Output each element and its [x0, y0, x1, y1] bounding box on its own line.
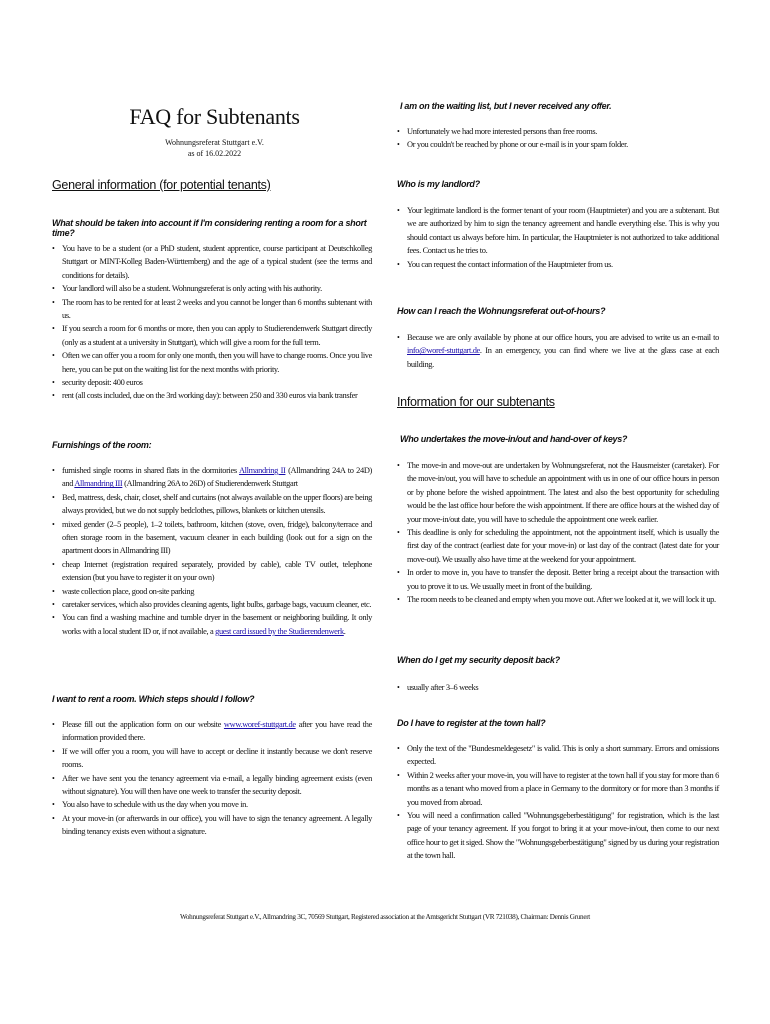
list-item: • waste collection place, good on-site parking	[52, 585, 372, 598]
list-item: • If you search a room for 6 months or more, then you can apply to Studierendenwerk Stuttgart directly (only as a student at a university in Stuttgart), which will give a room for the full term.	[52, 322, 372, 349]
list-item: • The move-in and move-out are undertaken by Wohnungsreferat, not the Hausmeister (caretaker). For the move-in/out, you will have to schedule an appointment with us in one of our office hours in person or by phone before the wished appointment. The latest and also the best opportunity for scheduling would be the last office hour before the wish appointment. If there are office hours at the wished day of your move-in/out date, you will have to schedule the appointment one week earlier.	[397, 459, 719, 526]
question-move-in: Who undertakes the move-in/out and hand-over of keys?	[400, 434, 628, 444]
list-item: • You will need a confirmation called "Wohnungsgeberbestätigung" for registration, which is the last page of your tenancy agreement. If you forgot to bring it at your move-in/out, then come to our next office hour to get it siged. Show the "Wohnungsgeberbestätigung" signed by us during your registration at the town hall.	[397, 809, 719, 863]
list-item: • Your landlord will also be a student. Wohnungsreferat is only acting with his authority.	[52, 282, 372, 295]
document-title: FAQ for Subtenants	[129, 104, 300, 129]
allmandring-ii-link[interactable]: Allmandring II	[238, 466, 286, 475]
list-item: • usually after 3–6 weeks	[397, 681, 719, 694]
list-item: • Please fill out the application form on our website www.woref-stuttgart.de after you have read the information provided there.	[52, 718, 372, 745]
list-item: • If we will offer you a room, you will have to accept or decline it instantly because we don't reserve rooms.	[52, 745, 372, 772]
list-item: • Only the text of the "Bundesmeldegesetz" is valid. This is only a short summary. Errors and omissions expected.	[397, 742, 719, 769]
list-item: • At your move-in (or afterwards in our office), you will have to sign the tenancy agreement. A legally binding tenancy exists even without a signature.	[52, 812, 372, 839]
list-item: • furnished single rooms in shared flats in the dormitories Allmandring II (Allmandring 24A to 24D) and Allmandring III (Allmandring 26A to 26D) of Studierendenwerk Stuttgart	[52, 464, 372, 491]
town-hall-list	[397, 742, 719, 863]
website-link[interactable]: www.woref-stuttgart.de	[223, 720, 296, 729]
question-deposit: When do I get my security deposit back?	[397, 655, 560, 665]
list-item: • security deposit: 400 euros	[52, 376, 372, 389]
list-item: • Or you couldn't be reached by phone or our e-mail is in your spam folder.	[397, 138, 719, 151]
list-item: • Bed, mattress, desk, chair, closet, shelf and curtains (not always available on the upper floors) are being always provided, but we do not supply bedclothes, pillows, blankets or kitchen utensils.	[52, 491, 372, 518]
title-block	[52, 104, 377, 159]
list-item: • You can find a washing machine and tumble dryer in the basement or neighboring building. It only works with a local student ID or, if not available, a guest card issued by the Studierendenwerk.	[52, 611, 372, 638]
email-link[interactable]: info@woref-stuttgart.de	[407, 346, 480, 356]
question-furnishings: Furnishings of the room:	[52, 440, 152, 450]
list-item: • rent (all costs included, due on the 3rd working day): between 250 and 330 euros via bank transfer	[52, 389, 372, 402]
list-item: • mixed gender (2–5 people), 1–2 toilets, bathroom, kitchen (stove, oven, fridge), balcony/terrace and often storage room in the basement, vacuum cleaner in each building (look out for a sign on the apartment doors in Allmandring III)	[52, 518, 372, 558]
section-subtenants: Information for our subtenants	[397, 395, 555, 409]
list-item: • The room has to be rented for at least 2 weeks and you cannot be longer than 6 months subtenant with us.	[52, 296, 372, 323]
list-item: • caretaker services, which also provides cleaning agents, light bulbs, garbage bags, vacuum cleaner, etc.	[52, 598, 372, 611]
question-waiting-list: I am on the waiting list, but I never received any offer.	[400, 101, 612, 111]
rent-steps-list	[52, 718, 372, 839]
deposit-list	[397, 681, 719, 694]
section-general-information: General information (for potential tenants)	[52, 178, 271, 192]
question-rent-steps: I want to rent a room. Which steps should I follow?	[52, 694, 255, 704]
list-item: • After we have sent you the tenancy agreement via e-mail, a legally binding agreement exists (even without signature). You will then have one week to transfer the security deposit.	[52, 772, 372, 799]
list-item: • Often we can offer you a room for only one month, then you will have to change rooms. Once you live here, you can be put on the waiting list for the next months with priority.	[52, 349, 372, 376]
list-item: • Unfortunately we had more interested persons than free rooms.	[397, 125, 719, 138]
question-town-hall: Do I have to register at the town hall?	[397, 718, 546, 728]
list-item: • Your legitimate landlord is the former tenant of your room (Hauptmieter) and you are a subtenant. But we are authorized by him to sign the tenancy agreement and handle everything else. This is why you should contact us always before him. In particular, the Hauptmieter is not authorized to take additional fees. Contact us he tries to.	[397, 204, 719, 258]
as-of-date: as of 16.02.2022	[187, 149, 242, 158]
list-item: • cheap Internet (registration required separately, provided by cable), cable TV outlet, telephone extension (but you have to register it on your own)	[52, 558, 372, 585]
question-short-term: What should be taken into account if I'm considering renting a room for a short time?	[52, 218, 367, 238]
document-subtitle	[52, 137, 377, 159]
reach-list	[397, 331, 719, 371]
list-item: • Within 2 weeks after your move-in, you will have to register at the town hall if you stay for more than 6 months as a tenant who moved from a place in Germany to the dormitory or for more than 3 months if you moved from abroad.	[397, 769, 719, 809]
list-item: • Because we are only available by phone at our office hours, you are advised to write us an e-mail to info@woref-stuttgart.de. In an emergency, you can find where we live at the glass case at each building.	[397, 331, 719, 371]
list-item: • You have to be a student (or a PhD student, student apprentice, course participant at Deutschkolleg Stuttgart or MINT-Kolleg Baden-Württemberg) and the age of a typical student (see the terms and conditions for details).	[52, 242, 372, 282]
allmandring-iii-link[interactable]: Allmandring III	[74, 479, 123, 489]
question-reach-out-of-hours: How can I reach the Wohnungsreferat out-of-hours?	[397, 306, 606, 316]
page-footer: Wohnungsreferat Stuttgart e.V., Allmandring 3C, 70569 Stuttgart, Registered association at the Amtsgericht Stuttgart (VR 721038), Chairman: Dennis Grunert	[179, 913, 591, 921]
list-item: • You can request the contact information of the Hauptmieter from us.	[397, 258, 719, 271]
move-in-list	[397, 459, 719, 606]
list-item: • This deadline is only for scheduling the appointment, not the appointment itself, which is usually the first day of the contract (earliest date for your move-in) or last day of the contract (latest date for your move-out). We usually also have time at the weekend for your appointment.	[397, 526, 719, 566]
guest-card-link[interactable]: guest card issued by the Studierendenwerk	[215, 626, 344, 636]
short-term-list	[52, 242, 372, 403]
organization-name: Wohnungsreferat Stuttgart e.V.	[165, 138, 264, 147]
list-item: • You also have to schedule with us the day when you move in.	[52, 798, 372, 811]
furnishings-list	[52, 464, 372, 638]
landlord-list	[397, 204, 719, 271]
waiting-list	[397, 125, 719, 152]
question-landlord: Who is my landlord?	[397, 179, 480, 189]
list-item: • The room needs to be cleaned and empty when you move out. After we looked at it, we will lock it up.	[397, 593, 719, 606]
list-item: • In order to move in, you have to transfer the deposit. Better bring a receipt about the transaction with you to prove it to us. We usually meet in front of the building.	[397, 566, 719, 593]
